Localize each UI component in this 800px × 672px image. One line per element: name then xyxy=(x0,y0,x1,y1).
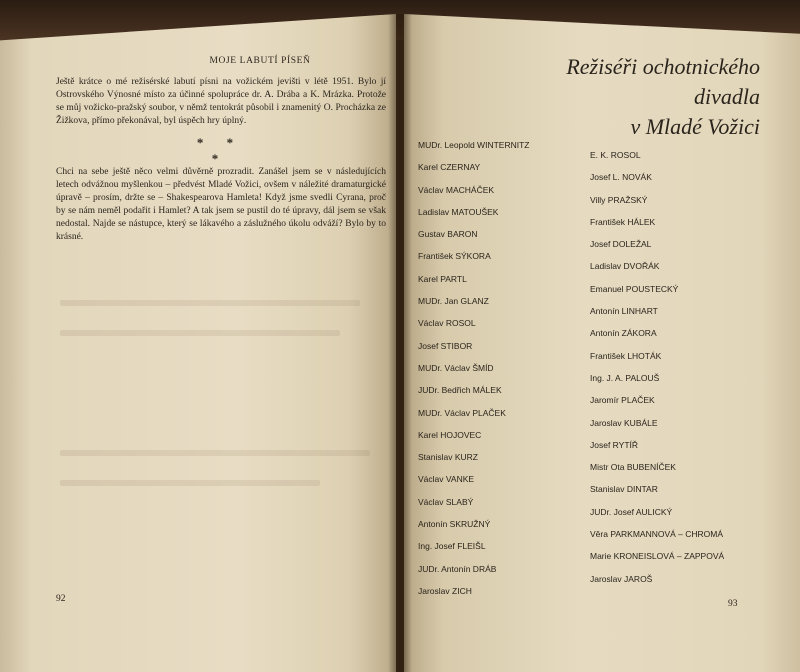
director-name: Gustav BARON xyxy=(418,229,478,240)
director-name: JUDr. Josef AULICKÝ xyxy=(590,506,673,517)
director-name: Josef RYTÍŘ xyxy=(590,439,639,450)
chapter-heading: MOJE LABUTÍ PÍSEŇ xyxy=(209,56,311,66)
director-name: Jaroslav KUBÁLE xyxy=(590,417,658,428)
director-name: MUDr. Leopold WINTERNITZ xyxy=(418,140,530,150)
director-name: Ing. J. A. PALOUŠ xyxy=(590,372,660,383)
director-name: Václav SLABÝ xyxy=(418,496,474,507)
director-name: Antonín ZÁKORA xyxy=(590,328,657,339)
paragraph-2: Chci na sebe ještě něco velmi důvěrně prozradit. Zanášel jsem se v následujících letech odvážnou myšlenkou – předvést Mladé Vožici, ovšem v náležité dramaturgické úpravě – prosím, držte se – Shakespearova Hamleta! Když jsme svedli Cyrana, proč by se nám neměl podařit i Hamlet? A tak jsem se pustil do té úpravy, dál jsem se však nedostal. Najde se nástupce, který se lákavého a záslužného úkolu odváží? Bylo by to krásné. xyxy=(56,167,386,242)
director-name: Karel CZERNAY xyxy=(418,162,481,173)
bleed-through-mark xyxy=(60,480,320,486)
page-number-right: 93 xyxy=(728,599,738,609)
title-line-2: v Mladé Vožici xyxy=(630,114,760,139)
director-name: JUDr. Antonín DRÁB xyxy=(418,563,497,574)
page-number-left: 92 xyxy=(56,594,66,604)
director-name: Václav VANKE xyxy=(418,474,475,485)
director-name: Jaromír PLAČEK xyxy=(590,395,655,406)
director-name: František SÝKORA xyxy=(418,251,491,262)
director-name: Mistr Ota BUBENÍČEK xyxy=(590,462,676,473)
director-name: Villy PRAŽSKÝ xyxy=(590,194,648,205)
director-name: Emanuel POUSTECKÝ xyxy=(590,283,679,294)
director-name: František LHOTÁK xyxy=(590,350,662,361)
director-name: MUDr. Václav ŠMÍD xyxy=(418,362,494,373)
director-name: Josef DOLEŽAL xyxy=(590,239,652,250)
bleed-through-mark xyxy=(60,450,370,456)
director-name: Václav MACHÁČEK xyxy=(418,184,495,195)
director-name: František HÁLEK xyxy=(590,216,656,227)
paragraph-1: Ještě krátce o mé režisérské labutí písni na vožickém jevišti v létě 1951. Bylo jí Ostrovského Výnosné místo za účinné spolupráce dr. A. Drába a K. Mrázka. Protože se můj vožicko-pražský soubor, v němž tentokrát působil i znamenitý O. Procházka ze Žižkova, přímo překonával, byl úspěch hry úplný. xyxy=(56,77,386,126)
directors-list-right xyxy=(590,150,724,596)
director-name: Václav ROSOL xyxy=(418,318,476,329)
director-name: Antonín SKRUŽNÝ xyxy=(418,519,491,530)
title-line-1: Režiséři ochotnického divadla xyxy=(566,54,760,109)
director-name: JUDr. Bedřich MÁLEK xyxy=(418,385,502,396)
book-gutter xyxy=(388,14,412,672)
director-name: Ladislav DVOŘÁK xyxy=(590,261,660,272)
director-name: E. K. ROSOL xyxy=(590,150,641,160)
director-name: Jaroslav JAROŠ xyxy=(590,573,653,584)
director-name: Stanislav KURZ xyxy=(418,452,478,463)
director-name: MUDr. Václav PLAČEK xyxy=(418,407,506,418)
director-name: Věra PARKMANNOVÁ – CHROMÁ xyxy=(590,529,724,540)
section-separator: * * * xyxy=(196,135,244,166)
director-name: Ing. Josef FLEIŠL xyxy=(418,541,486,552)
director-name: Jaroslav ZICH xyxy=(418,585,472,596)
director-name: Marie KRONEISLOVÁ – ZAPPOVÁ xyxy=(590,551,725,562)
director-name: Josef L. NOVÁK xyxy=(590,172,652,183)
director-name: Josef STIBOR xyxy=(418,340,473,351)
director-name: Ladislav MATOUŠEK xyxy=(418,206,499,217)
bleed-through-mark xyxy=(60,330,340,336)
director-name: Antonín LINHART xyxy=(590,306,658,317)
directors-list-left xyxy=(418,140,529,608)
page-title xyxy=(520,52,760,142)
director-name: Karel PARTL xyxy=(418,273,467,284)
bleed-through-mark xyxy=(60,300,360,306)
director-name: Karel HOJOVEC xyxy=(418,429,482,440)
director-name: MUDr. Jan GLANZ xyxy=(418,296,489,307)
director-name: Stanislav DINTAR xyxy=(590,484,658,495)
